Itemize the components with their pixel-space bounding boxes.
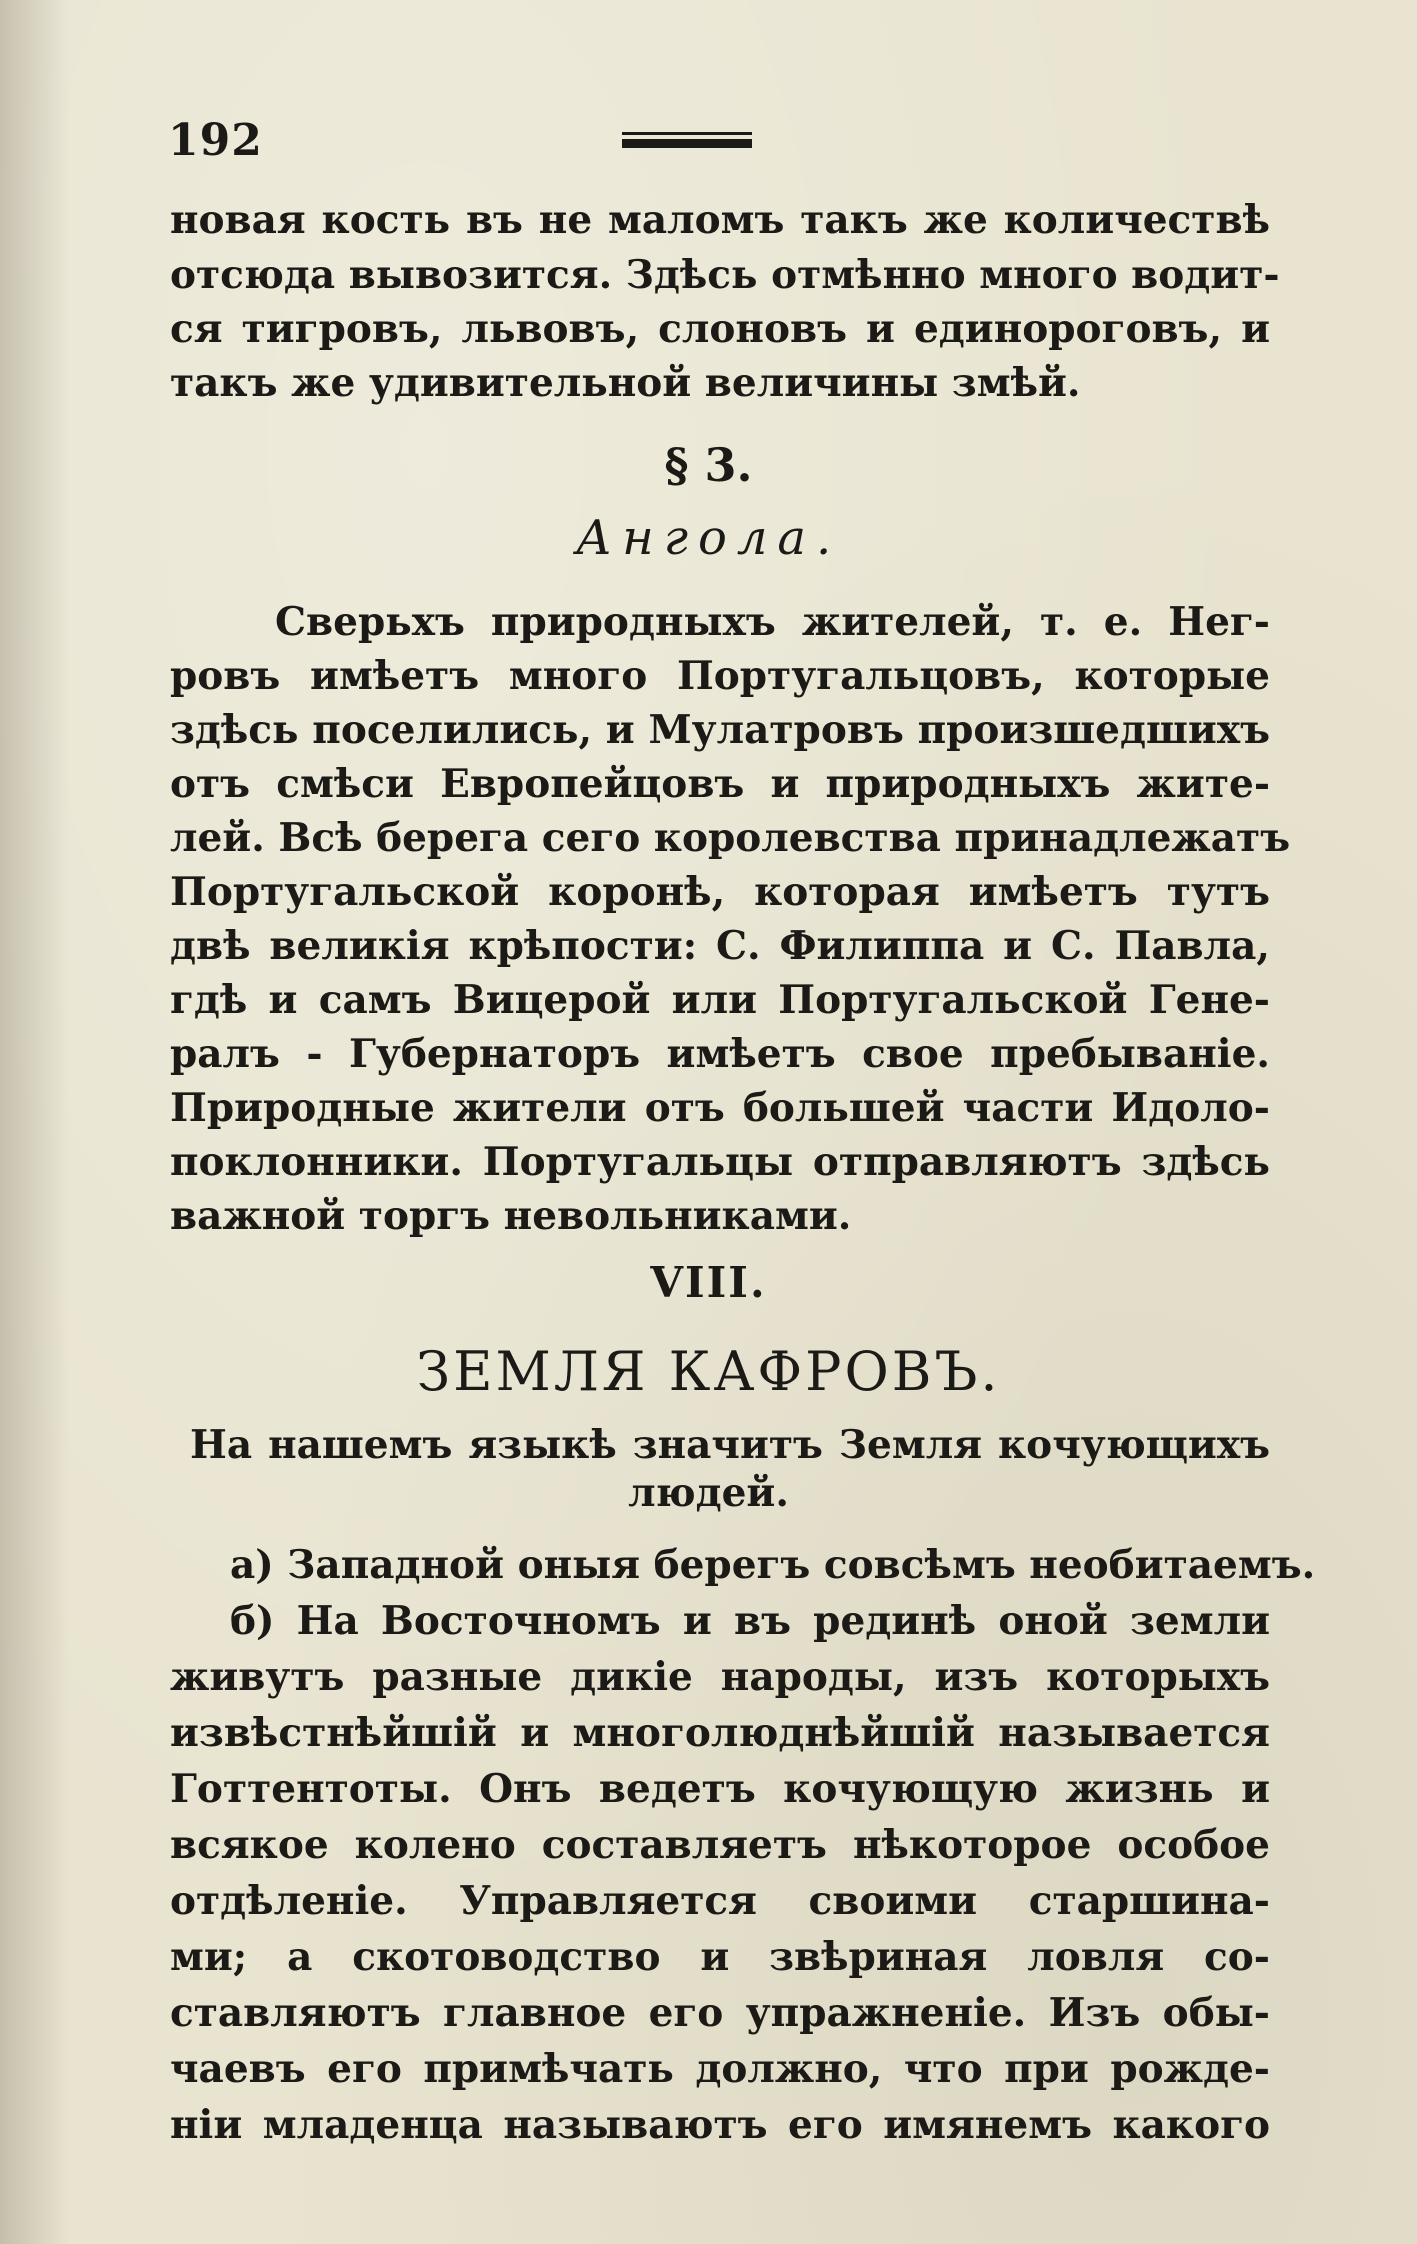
text-line: новая кость въ не маломъ такъ же количествѣ <box>170 197 1270 243</box>
text-line: живутъ разные дикіе народы, изъ которыхъ <box>170 1654 1270 1700</box>
chapter-title: ЗЕМЛЯ КАФРОВЪ. <box>416 1340 1001 1403</box>
text-line: отсюда вывозится. Здѣсь отмѣнно много водит- <box>170 252 1280 298</box>
text-line: лей. Всѣ берега сего королевства принадлежатъ <box>170 815 1291 861</box>
text-line: поклонники. Португальцы отправляютъ здѣсь <box>170 1139 1270 1185</box>
text-line: ми; а скотоводство и звѣриная ловля со- <box>170 1934 1270 1980</box>
subtitle-line: На нашемъ языкѣ значитъ Земля кочующихъ <box>190 1422 1270 1468</box>
text-line: Природные жители отъ большей части Идоло- <box>170 1085 1270 1131</box>
section-mark: § 3. <box>664 438 753 492</box>
text-line: ставляютъ главное его упражненіе. Изъ обы- <box>170 1990 1270 2036</box>
section-title: Ангола. <box>575 510 842 566</box>
subtitle-line: людей. <box>628 1470 789 1516</box>
text-line: отъ смѣси Европейцовъ и природныхъ жите- <box>170 761 1270 807</box>
text-line: б) На Восточномъ и въ рединѣ оной земли <box>230 1598 1270 1644</box>
chapter-number: VIII. <box>650 1258 767 1307</box>
text-line: Готтентоты. Онъ ведетъ кочующую жизнь и <box>170 1766 1270 1812</box>
header-rule <box>622 132 752 148</box>
text-line: Португальской коронѣ, которая имѣетъ тутъ <box>170 869 1270 915</box>
text-line: ровъ имѣетъ много Португальцовъ, которые <box>170 653 1270 699</box>
point-a: а) Западной оныя берегъ совсѣмъ необитаемъ. <box>230 1542 1316 1588</box>
text-line: двѣ великія крѣпости: С. Филиппа и С. Павла, <box>170 923 1270 969</box>
text-line: гдѣ и самъ Вицерой или Португальской Гене- <box>170 977 1270 1023</box>
text-line: важной торгъ невольниками. <box>170 1193 852 1239</box>
text-line: чаевъ его примѣчать должно, что при рожде- <box>170 2046 1270 2092</box>
gutter-shadow <box>0 0 70 2244</box>
text-line: такъ же удивительной величины змѣй. <box>170 360 1081 406</box>
page-number: 192 <box>168 115 263 166</box>
text-line: всякое колено составляетъ нѣкоторое особое <box>170 1822 1270 1868</box>
text-line: извѣстнѣйшій и многолюднѣйшій называется <box>170 1710 1270 1756</box>
text-line: ніи младенца называютъ его имянемъ какого <box>170 2102 1270 2148</box>
text-line: ралъ - Губернаторъ имѣетъ свое пребываніе. <box>170 1031 1270 1077</box>
text-line: ся тигровъ, львовъ, слоновъ и единороговъ, и <box>170 306 1270 352</box>
text-line: здѣсь поселились, и Мулатровъ произшедшихъ <box>170 707 1270 753</box>
text-line: Сверьхъ природныхъ жителей, т. е. Нег- <box>275 599 1270 645</box>
text-line: отдѣленіе. Управляется своими старшина- <box>170 1878 1270 1924</box>
